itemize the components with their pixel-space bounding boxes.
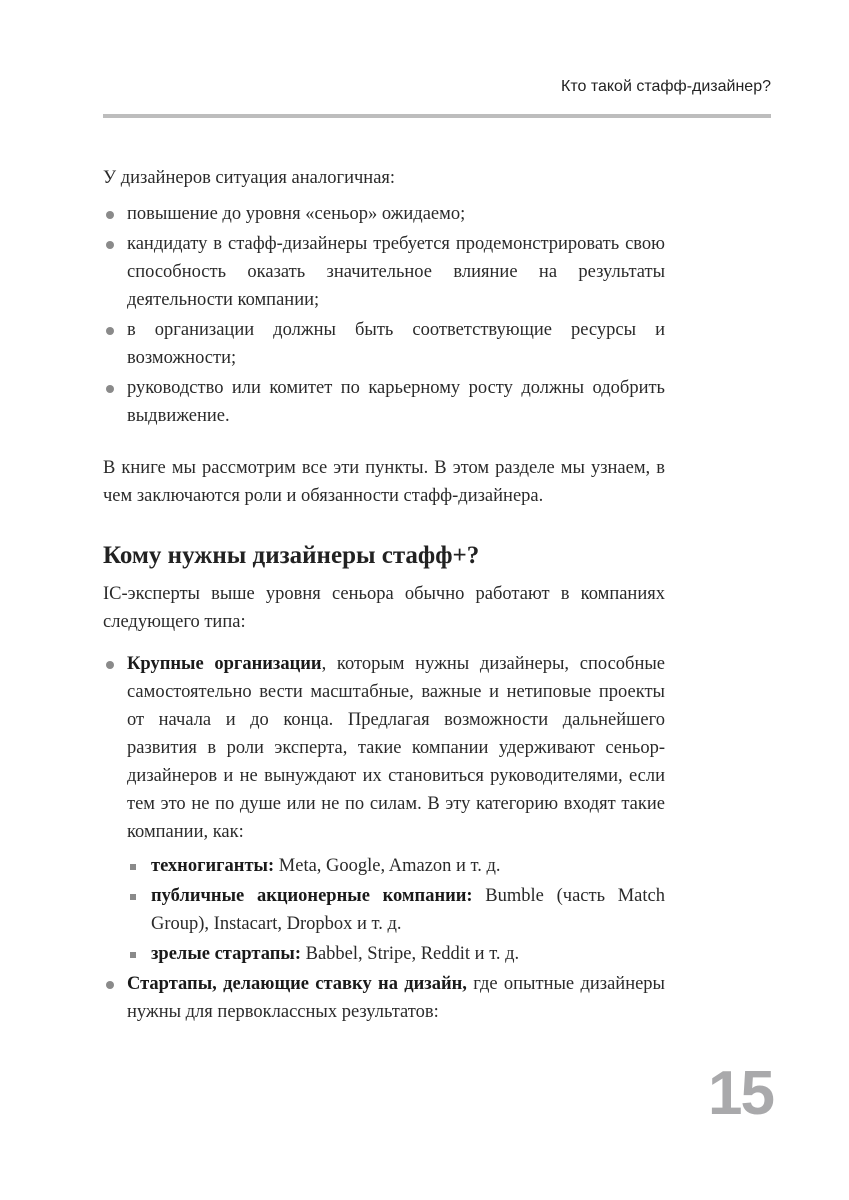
page-body: [103, 164, 665, 1028]
list-item-text: где опытные дизайнеры нужны для первоклассных результатов:: [127, 974, 665, 1022]
sub-item-term: зрелые стартапы:: [151, 944, 301, 964]
square-bullet-icon: [130, 864, 136, 870]
list-item-term: Стартапы, делающие ставку на дизайн,: [127, 974, 467, 994]
bullet-icon: [106, 241, 114, 249]
square-bullet-icon: [130, 894, 136, 900]
list-item: [103, 970, 665, 1026]
summary-paragraph: В книге мы рассмотрим все эти пункты. В этом разделе мы узнаем, в чем заключаются роли и обязанности стафф-дизайнера.: [103, 458, 665, 506]
bullet-icon: [106, 211, 114, 219]
list-item: [103, 374, 665, 430]
company-examples-list: [127, 852, 665, 968]
intro-paragraph: У дизайнеров ситуация аналогичная:: [103, 168, 396, 188]
list-item-text: кандидату в стафф-дизайнеры требуется продемонстрировать свою способность оказать значительное влияние на результаты деятельности компании;: [127, 234, 665, 310]
conditions-list: [103, 200, 665, 430]
sub-list-item: [127, 852, 665, 880]
page-number: 15: [708, 1059, 773, 1128]
sub-item-text: Bumble (часть Match Group), Instacart, Dropbox и т. д.: [151, 886, 665, 934]
section-heading: Кому нужны дизайнеры стафф+?: [103, 542, 480, 569]
section-lead: IC-эксперты выше уровня сеньора обычно работают в компаниях следующего типа:: [103, 584, 665, 632]
sub-item-term: техногиганты:: [151, 856, 275, 876]
sub-item-term: публичные акционерные компании:: [151, 886, 473, 906]
list-item-text: в организации должны быть соответствующие ресурсы и возможности;: [127, 320, 665, 368]
sub-item-text: Babbel, Stripe, Reddit и т. д.: [301, 944, 520, 964]
list-item-term: Крупные организации: [127, 654, 322, 674]
company-types-list: [103, 650, 665, 1026]
list-item: [103, 650, 665, 968]
square-bullet-icon: [130, 952, 136, 958]
sub-item-text: Meta, Google, Amazon и т. д.: [274, 856, 501, 876]
bullet-icon: [106, 327, 114, 335]
bullet-icon: [106, 661, 114, 669]
list-item-text: руководство или комитет по карьерному росту должны одобрить выдвижение.: [127, 378, 665, 426]
list-item: [103, 316, 665, 372]
running-title: Кто такой стафф-дизайнер?: [561, 78, 771, 95]
sub-list-item: [127, 940, 665, 968]
list-item: [103, 200, 665, 228]
bullet-icon: [106, 385, 114, 393]
list-item: [103, 230, 665, 314]
list-item-text: , которым нужны дизайнеры, способные самостоятельно вести масштабные, важные и нетиповые проекты от начала и до конца. Предлагая возможности дальнейшего развития в роли эксперта, такие компании удерживают сеньор-дизайнеров и не вынуждают их становиться руководителями, если тем это не по душе или не по силам. В эту категорию входят такие компании, как:: [127, 654, 666, 842]
list-item-text: повышение до уровня «сеньор» ожидаемо;: [127, 204, 466, 224]
sub-list-item: [127, 882, 665, 938]
bullet-icon: [106, 981, 114, 989]
header-rule: [103, 114, 771, 118]
